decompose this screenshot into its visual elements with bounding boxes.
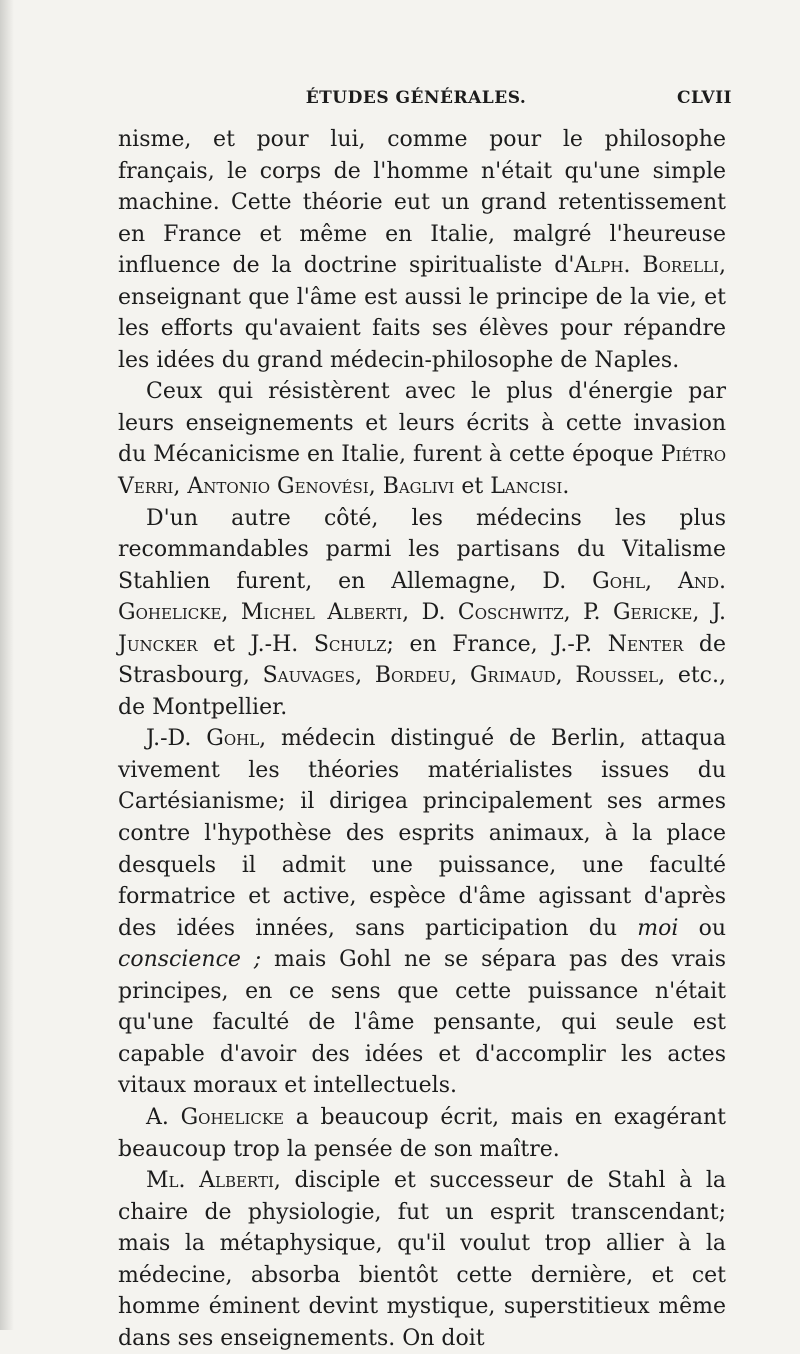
author-name: Alph. Borelli — [574, 253, 719, 279]
page-edge-shadow — [0, 0, 14, 1330]
author-name: A. Gohelicke — [146, 1104, 284, 1130]
author-name: D. Gohl — [542, 568, 646, 594]
text-run: mais Gohl ne se sépara pas des vrais principes, en ce sens que cette puissance n'était qu'une faculté de l'âme pensante, qui seule est capable d'avoir des idées et d'accomplir les actes vitaux moraux et intellectuels. — [118, 947, 726, 1099]
author-name: J. Juncker — [118, 600, 726, 657]
text-run: a beaucoup écrit, mais en exagérant beaucoup trop la pensée de son maître. — [118, 1104, 726, 1162]
text-run: et — [454, 474, 491, 500]
text-run: nisme, et pour lui, comme pour le philosophe français, le corps de l'homme n'était qu'une simple machine. Cette théorie eut un grand retentissement en France et même en Italie, malgré l'heureuse influence de la doctrine spiritualiste d' — [118, 127, 726, 279]
text-run: , — [355, 663, 375, 689]
author-name: Grimaud — [469, 663, 556, 689]
italic-term: moi — [637, 915, 679, 941]
author-name: Sauvages — [262, 663, 356, 689]
text-run: , — [221, 600, 241, 626]
text-run: ; en France, — [386, 631, 554, 657]
text-run: D'un autre côté, les médecins les plus recommandables parmi les partisans du Vitalisme Stahlien furent, en Allemagne, — [118, 505, 726, 594]
author-name: J.-H. Schulz — [250, 631, 387, 657]
page-number: CLVII — [676, 88, 732, 108]
author-name: Roussel — [575, 663, 659, 689]
text-run: , — [692, 600, 712, 626]
body-text — [118, 124, 726, 1354]
running-head — [100, 88, 732, 112]
text-run: Ceux qui résistèrent avec le plus d'énergie par leurs enseignements et leurs écrits à cette invasion du Mécanicisme en Italie, furent à cette époque — [118, 379, 726, 468]
text-run: et — [197, 631, 251, 657]
text-run: , etc., de Montpellier. — [118, 663, 726, 720]
text-run: , médecin distingué de Berlin, attaqua vivement les théories matérialistes issues du Cartésianisme; il dirigea principalement ses armes contre l'hypothèse des esprits animaux, à la place desquels il admit une puissance, une faculté formatrice et active, espèce d'âme agissant d'après des idées innées, sans participation du — [118, 726, 726, 941]
author-name: And. Gohelicke — [118, 568, 726, 626]
text-run: , — [645, 568, 678, 594]
paragraph — [118, 503, 726, 724]
author-name: Baglivi — [382, 474, 455, 500]
text-run: ou — [678, 915, 726, 941]
paragraph — [118, 723, 726, 1102]
author-name: Michel Alberti — [240, 600, 403, 626]
text-run: . — [562, 474, 570, 500]
author-name: J.-D. Gohl — [146, 726, 260, 752]
text-run: , — [173, 474, 188, 500]
text-run: , — [563, 600, 584, 626]
text-run: de Strasbourg, — [118, 631, 726, 689]
paragraph — [118, 376, 726, 502]
text-run: , — [402, 600, 422, 626]
paragraph — [118, 1102, 726, 1165]
author-name: Antonio Genovési — [187, 474, 369, 500]
paragraph — [118, 124, 726, 376]
author-name: P. Gericke — [583, 600, 693, 626]
author-name: Lancisi — [490, 474, 563, 500]
author-name: Ml. Alberti — [146, 1168, 274, 1194]
text-run: , disciple et successeur de Stahl à la chaire de physiologie, fut un esprit transcendant; mais la métaphysique, qu'il voulut trop allier à la médecine, absorba bientôt cette dernière, et cet homme éminent devint mystique, superstitieux même dans ses enseignements. On doit — [118, 1168, 726, 1351]
italic-term: conscience ; — [118, 947, 262, 973]
text-run: , — [450, 663, 470, 689]
running-head-title: ÉTUDES GÉNÉRALES. — [305, 88, 527, 108]
author-name: Piétro Verri — [118, 442, 726, 500]
text-run: , — [555, 663, 576, 689]
author-name: J.-P. Nenter — [553, 631, 684, 657]
text-run: , enseignant que l'âme est aussi le principe de la vie, et les efforts qu'avaient faits ses élèves pour répandre les idées du grand médecin-philosophe de Naples. — [118, 253, 726, 373]
author-name: Bordeu — [374, 663, 451, 689]
author-name: D. Coschwitz — [421, 600, 564, 626]
paragraph — [118, 1165, 726, 1354]
text-run: , — [368, 474, 383, 500]
